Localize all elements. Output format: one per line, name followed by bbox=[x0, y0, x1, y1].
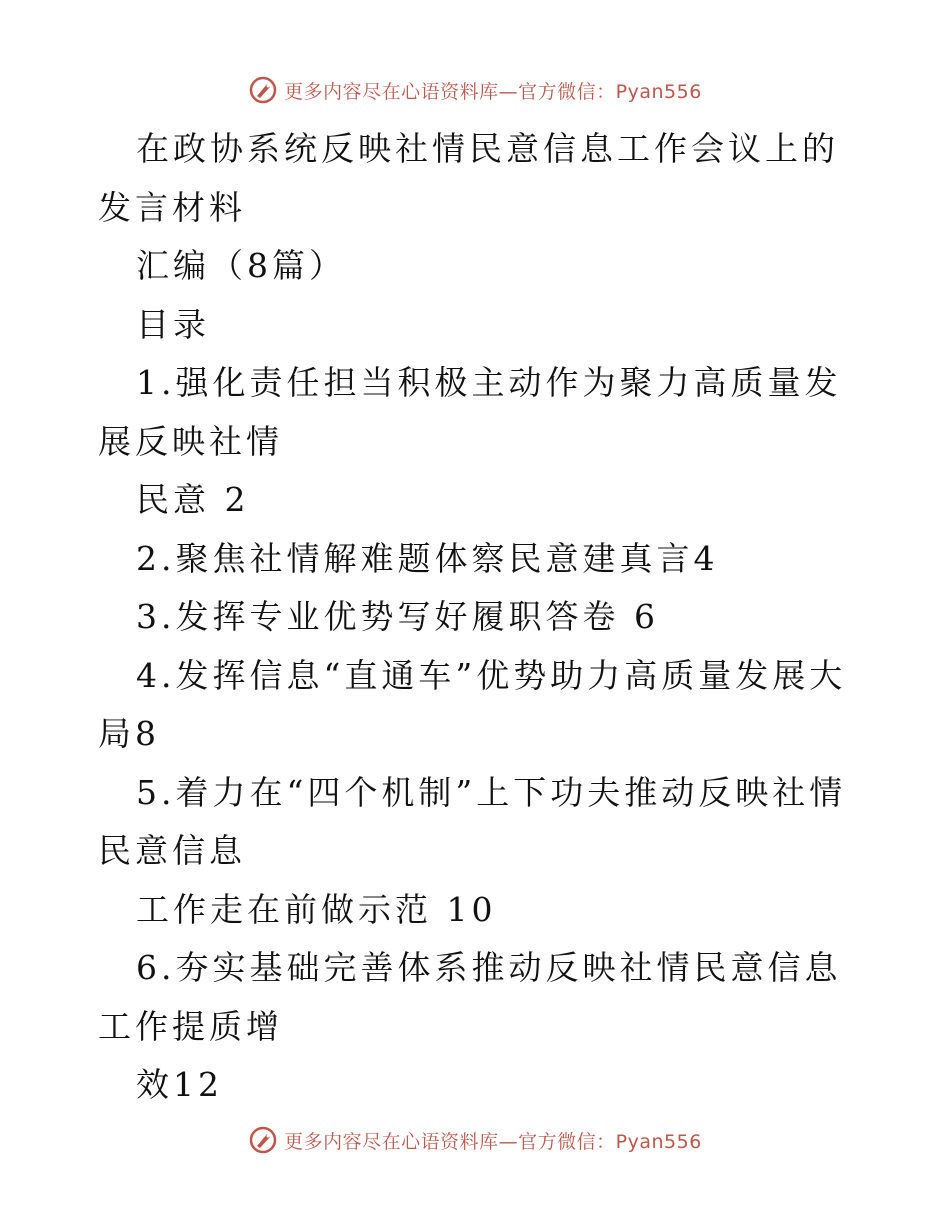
watermark-banner-top bbox=[0, 70, 950, 110]
pen-nib-seal-icon bbox=[248, 75, 278, 105]
document-body bbox=[98, 120, 858, 1115]
toc-item: 工作走在前做示范 10 bbox=[136, 889, 497, 929]
toc-item: 6.夯实基础完善体系推动反映社情民意信息工作提质增 bbox=[98, 948, 842, 1046]
toc-item: 5.着力在“四个机制”上下功夫推动反映社情民意信息 bbox=[98, 772, 847, 870]
toc-item: 民意 2 bbox=[136, 480, 250, 519]
watermark-text: 更多内容尽在心语资料库—官方微信：Pyan556 bbox=[284, 1130, 702, 1153]
toc-heading: 目录 bbox=[136, 304, 210, 344]
toc-item: 效12 bbox=[136, 1065, 223, 1104]
document-subtitle: 汇编（8篇） bbox=[136, 246, 346, 285]
toc-item: 4.发挥信息“直通车”优势助力高质量发展大局8 bbox=[98, 655, 847, 753]
watermark-text: 更多内容尽在心语资料库—官方微信：Pyan556 bbox=[284, 80, 702, 103]
toc-item: 1.强化责任担当积极主动作为聚力高质量发展反映社情 bbox=[98, 363, 842, 461]
toc-item: 2.聚焦社情解难题体察民意建真言4 bbox=[136, 538, 719, 578]
pen-nib-seal-icon bbox=[248, 1125, 278, 1155]
toc-item: 3.发挥专业优势写好履职答卷 6 bbox=[136, 597, 659, 636]
document-title: 在政协系统反映社情民意信息工作会议上的发言材料 bbox=[98, 129, 839, 227]
watermark-banner-bottom bbox=[0, 1120, 950, 1160]
